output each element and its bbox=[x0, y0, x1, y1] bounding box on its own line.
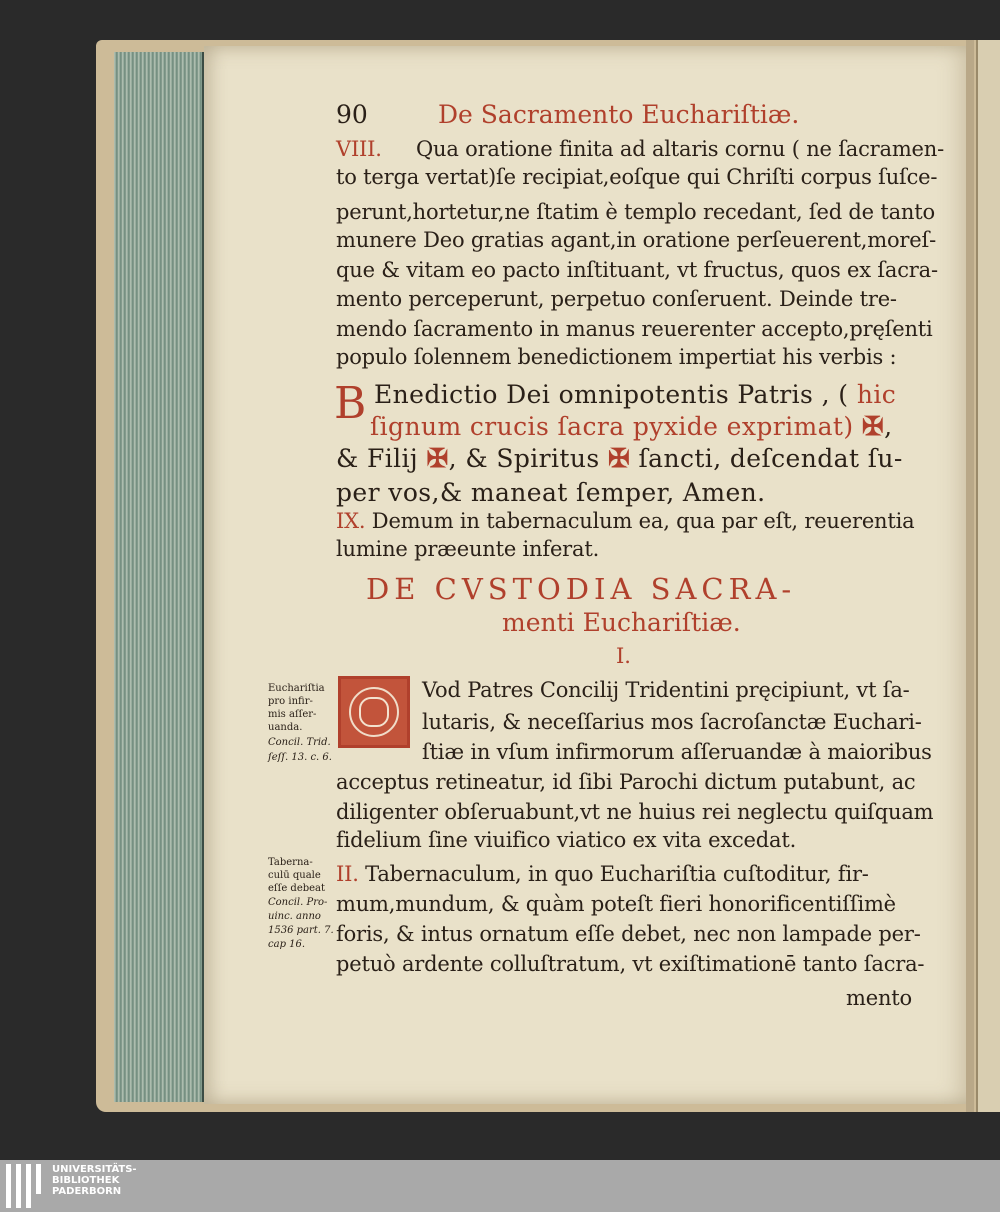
margin-note: Euchariſtia bbox=[268, 683, 325, 694]
margin-note: uinc. anno bbox=[268, 911, 321, 922]
margin-note: eſſe debeat bbox=[268, 883, 326, 894]
text-line: petuò ardente colluſtratum, vt exiſtimationē tanto ſacra- bbox=[336, 952, 925, 976]
gutter bbox=[966, 40, 974, 1112]
section-heading-cont: menti Euchariſtiæ. bbox=[502, 608, 741, 637]
blessing-line bbox=[336, 444, 903, 474]
running-head: De Sacramento Euchariſtiæ. bbox=[438, 100, 800, 129]
text-line: mendo ſacramento in manus reuerenter accepto,pręſenti bbox=[336, 317, 933, 341]
text-line: acceptus retineatur, id ſibi Parochi dictum putabunt, ac bbox=[336, 770, 916, 794]
blessing-text: & Filij bbox=[336, 444, 419, 473]
text-line: populo ſolennem benedictionem impertiat his verbis : bbox=[336, 345, 897, 369]
cross-symbol: ✠ bbox=[861, 412, 885, 442]
blessing-initial: B bbox=[334, 378, 367, 429]
margin-note: Taberna- bbox=[268, 857, 313, 868]
blessing-line bbox=[374, 380, 896, 409]
margin-note: mis aſſer- bbox=[268, 709, 317, 720]
text-line-body: Demum in tabernaculum ea, qua par eſt, reuerentia bbox=[365, 509, 915, 533]
catchword: mento bbox=[846, 986, 912, 1010]
blessing-line: per vos,& maneat ſemper, Amen. bbox=[336, 478, 766, 507]
rubric-text: hic bbox=[848, 380, 897, 409]
text-line: ſtiæ in vſum infirmorum aſſeruandæ à maioribus bbox=[422, 740, 932, 764]
text-line: fidelium ſine viuifico viatico ex vita excedat. bbox=[336, 828, 797, 852]
margin-note: Concil. Pro- bbox=[268, 897, 328, 908]
library-name-line: BIBLIOTHEK bbox=[52, 1175, 120, 1186]
decorated-initial bbox=[338, 676, 410, 748]
text-line: que & vitam eo pacto inſtituant, vt fructus, quos ex ſacra- bbox=[336, 258, 938, 282]
text-line: mum,mundum, & quàm poteſt fieri honorificentiſſimè bbox=[336, 892, 896, 916]
text-line: munere Deo gratias agant,in oratione perſeuerent,moreſ- bbox=[336, 228, 936, 252]
section-heading: DE CVSTODIA SACRA- bbox=[366, 572, 797, 606]
margin-note: culū quale bbox=[268, 870, 321, 881]
paragraph-number: IX. bbox=[336, 509, 366, 533]
cross-symbol: ✠ bbox=[607, 444, 631, 474]
paragraph-number: VIII. bbox=[336, 137, 382, 161]
facing-page-edge bbox=[976, 40, 1000, 1112]
margin-note: 1536 part. 7. bbox=[268, 925, 334, 936]
text-line bbox=[336, 509, 914, 533]
section-number: I. bbox=[616, 644, 631, 668]
footer-bar bbox=[0, 1160, 1000, 1212]
library-name-line: PADERBORN bbox=[52, 1186, 122, 1197]
page-number: 90 bbox=[336, 100, 368, 129]
text-line: perunt,hortetur,ne ſtatim è templo recedant, ſed de tanto bbox=[336, 200, 935, 224]
text-line: lumine præeunte inferat. bbox=[336, 537, 600, 561]
page-fore-edge bbox=[114, 52, 204, 1102]
blessing-line bbox=[370, 412, 892, 442]
margin-note: cap 16. bbox=[268, 939, 306, 950]
rubric-text: ſignum crucis ſacra pyxide exprimat) bbox=[370, 412, 854, 441]
margin-note: pro infir- bbox=[268, 696, 313, 707]
cross-symbol: ✠ bbox=[426, 444, 449, 474]
blessing-text: Enedictio Dei omnipotentis Patris , ( bbox=[374, 380, 849, 409]
text-line: to terga vertat)ſe recipiat,eoſque qui Chriſti corpus ſuſce- bbox=[336, 165, 938, 189]
margin-note: uanda. bbox=[268, 722, 303, 733]
text-line: diligenter obſeruabunt,vt ne huius rei neglectu quiſquam bbox=[336, 800, 934, 824]
margin-note: ſeſſ. 13. c. 6. bbox=[268, 752, 332, 763]
blessing-text: ſancti, deſcendat ſu- bbox=[638, 444, 903, 473]
library-name bbox=[52, 1164, 137, 1197]
text-line: Qua oratione finita ad altaris cornu ( ne ſacramen- bbox=[416, 137, 945, 161]
initial-ornament bbox=[359, 697, 389, 727]
text-line bbox=[336, 862, 869, 886]
text-line: Vod Patres Concilij Tridentini pręcipiunt, vt ſa- bbox=[422, 678, 910, 702]
margin-note: Concil. Trid. bbox=[268, 737, 331, 748]
library-name-line: UNIVERSITÄTS- bbox=[52, 1164, 137, 1175]
text-line: foris, & intus ornatum eſſe debet, nec non lampade per- bbox=[336, 922, 921, 946]
library-logo-icon bbox=[6, 1164, 44, 1208]
paragraph-number: II. bbox=[336, 862, 359, 886]
blessing-text: , & Spiritus bbox=[448, 444, 600, 473]
blessing-text: , bbox=[884, 412, 893, 441]
text-line: mento perceperunt, perpetuo conſeruent. Deinde tre- bbox=[336, 287, 897, 311]
text-line-body: Tabernaculum, in quo Euchariſtia cuſtoditur, fir- bbox=[358, 862, 869, 886]
text-line: lutaris, & neceſſarius mos ſacroſanctæ Euchari- bbox=[422, 710, 922, 734]
